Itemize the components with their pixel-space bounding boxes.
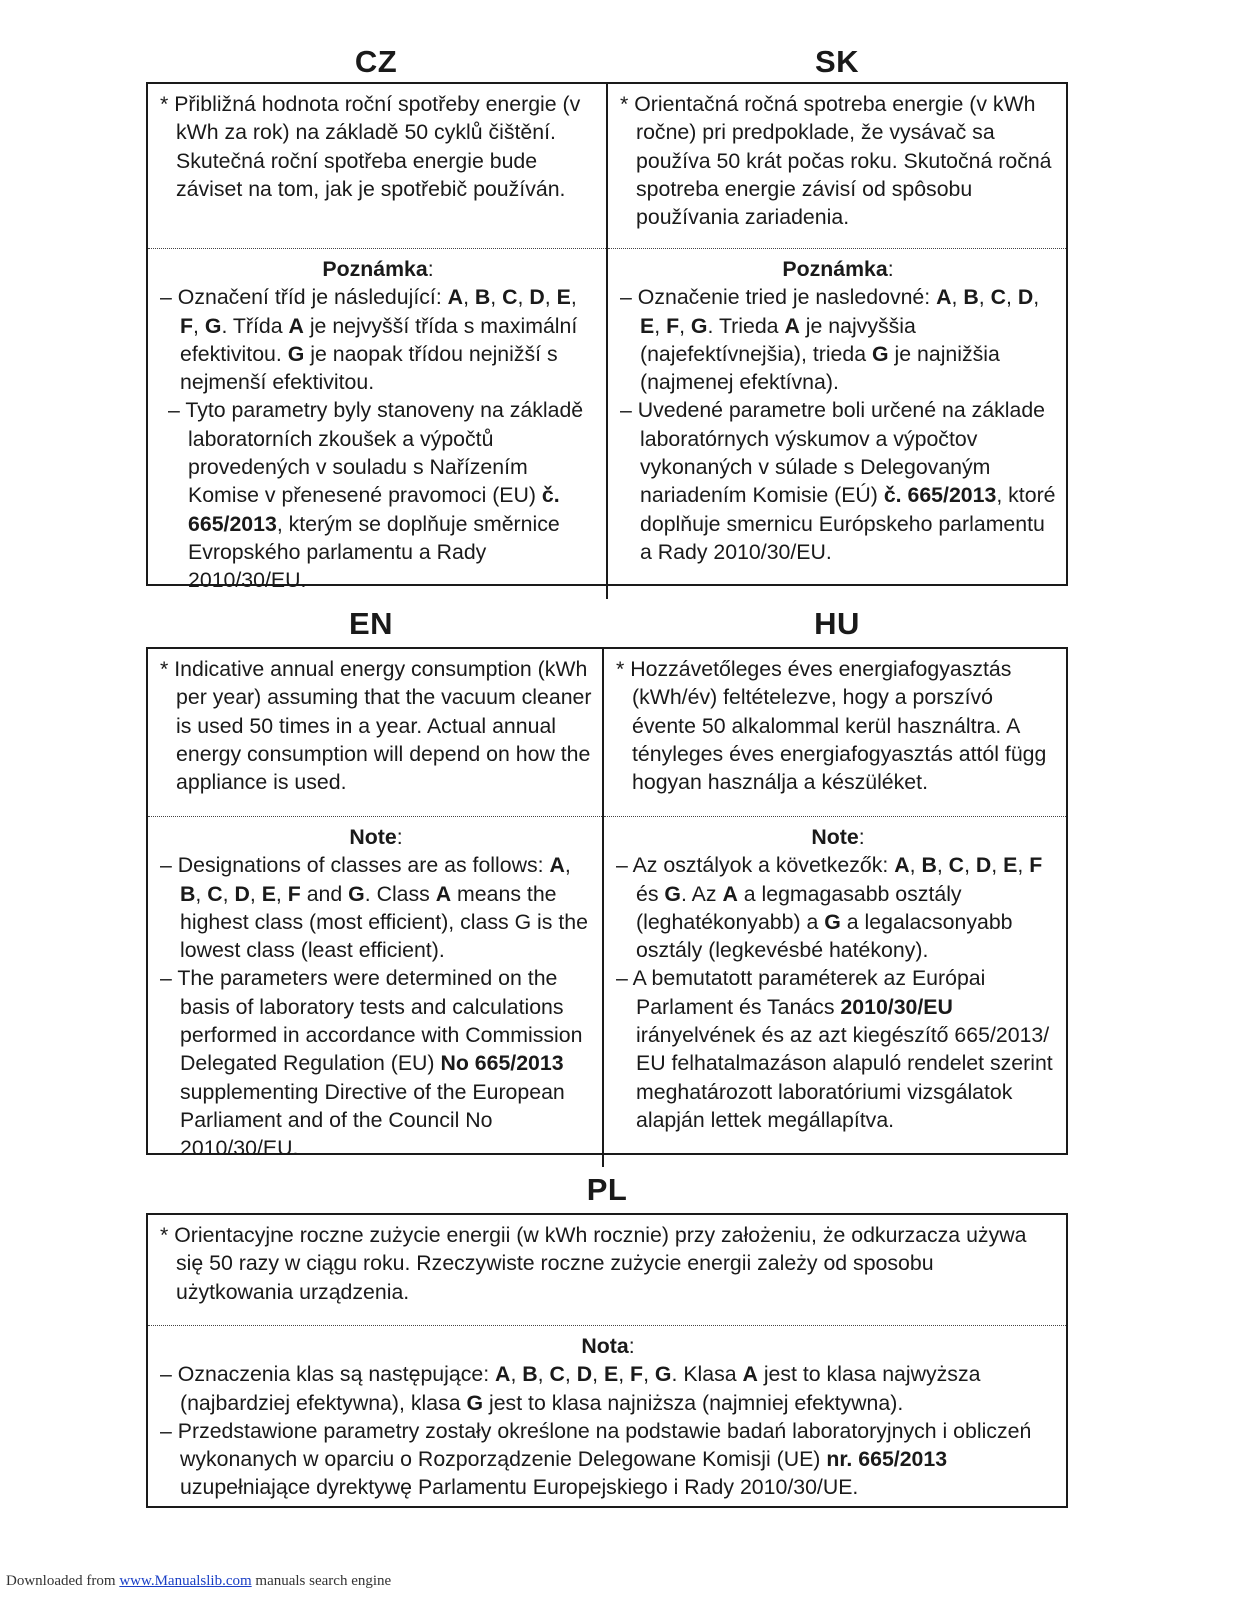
hu-footnote: * Hozzávetőleges éves energiafogyasztás (kWh/év) feltételezve, hogy a porszívó évente 50 alkalommal kerül használtra. A tényleges éves energiafogyasztás attól függ hogyan használja a készüléket. — [616, 657, 1047, 795]
en-note-item-1: – Designations of classes are as follows: A, B, C, D, E, F and G. Class A means the highest class (most efficient), class G is the lowest class (least efficient). — [160, 853, 588, 963]
section-title-hu: HU — [814, 606, 860, 641]
pl-footnote-box — [148, 1215, 1066, 1326]
cz-sk-table — [146, 82, 1068, 593]
section-title-cz: CZ — [354, 44, 398, 79]
en-footnote-box — [148, 649, 602, 817]
en-footnote: * Indicative annual energy consumption (kWh per year) assuming that the vacuum cleaner is used 50 times in a year. Actual annual energy consumption will depend on how the appliance is used. — [160, 657, 592, 795]
hu-note-heading: Note: — [811, 825, 865, 849]
sk-note-item-1: – Označenie tried je nasledovné: A, B, C, D, E, F, G. Trieda A je najvyššia (najefektívnejšia), trieda G je najnižšia (najmenej efektívna). — [620, 285, 1040, 395]
cz-note-box — [148, 249, 606, 599]
footer-suffix: manuals search engine — [251, 1573, 392, 1589]
pl-footnote: * Orientacyjne roczne zużycie energii (w kWh rocznie) przy założeniu, że odkurzacza używa się 50 razy w ciągu roku. Rzeczywiste roczne zużycie energii zależy od sposobu użytkowania urządzenia. — [160, 1223, 1027, 1304]
hu-note-box — [604, 817, 1066, 1138]
sk-column — [608, 84, 1066, 599]
hu-footnote-box — [604, 649, 1066, 817]
en-note-box — [148, 817, 602, 1167]
section-title-pl: PL — [586, 1172, 628, 1207]
sk-footnote: * Orientačná ročná spotreba energie (v kWh ročne) pri predpoklade, že vysávač sa používa 50 krát počas roku. Skutočná ročná spotreba energie závisí od spôsobu používania zariadenia. — [620, 92, 1052, 230]
sk-footnote-box — [608, 84, 1066, 249]
sk-note-heading: Poznámka: — [782, 257, 894, 281]
sk-note-item-2: – Uvedené parametre boli určené na základe laboratórnych výskumov a výpočtov vykonaných v súlade s Delegovaným nariadením Komisie (EÚ) č. 665/2013, ktoré doplňuje smernicu Európskeho parlamentu a Rady 2010/30/EU. — [620, 398, 1056, 564]
sk-note-box — [608, 249, 1066, 570]
download-footer — [6, 1573, 391, 1590]
pl-note-heading: Nota: — [581, 1334, 635, 1358]
en-note-item-2: – The parameters were determined on the basis of laboratory tests and calculations performed in accordance with Commission Delegated Regulation (EU) No 665/2013 supplementing Directive of the European Parliament and of the Council No 2010/30/EU. — [160, 966, 583, 1161]
cz-footnote: * Přibližná hodnota roční spotřeby energie (v kWh za rok) na základě 50 cyklů čištění. Skutečná roční spotřeba energie bude záviset na tom, jak je spotřebič používán. — [160, 92, 581, 201]
pl-table — [146, 1213, 1068, 1508]
en-column — [148, 649, 604, 1167]
cz-note-heading: Poznámka: — [322, 257, 434, 281]
hu-column — [604, 649, 1066, 1167]
pl-note-box — [148, 1326, 1066, 1506]
cz-column — [148, 84, 608, 599]
hu-note-item-1: – Az osztályok a következők: A, B, C, D, E, F és G. Az A a legmagasabb osztály (leghatékonyabb) a G a legalacsonyabb osztály (legkevésbé hatékony). — [616, 853, 1043, 963]
en-hu-table — [146, 647, 1068, 1161]
cz-note-item-1: – Označení tříd je následující: A, B, C, D, E, F, G. Třída A je nejvyšší třída s maximální efektivitou. G je naopak třídou nejnižší s nejmenší efektivitou. — [160, 285, 578, 395]
pl-note-item-1: – Oznaczenia klas są następujące: A, B, C, D, E, F, G. Klasa A jest to klasa najwyższa (najbardziej efektywna), klasa G jest to klasa najniższa (najmniej efektywna). — [160, 1362, 981, 1415]
hu-note-item-2: – A bemutatott paraméterek az Európai Parlament és Tanács 2010/30/EU irányelvének és az azt kiegészítő 665/2013/ EU felhatalmazáson alapuló rendelet szerint meghatározott laboratóriumi vizsgálatok alapján lettek megállapítva. — [616, 966, 1053, 1132]
en-note-heading: Note: — [349, 825, 403, 849]
section-title-sk: SK — [814, 44, 860, 79]
manualslib-link[interactable]: www.Manualslib.com — [119, 1573, 252, 1589]
pl-note-item-2: – Przedstawione parametry zostały określone na podstawie badań laboratoryjnych i obliczeń wykonanych w oparciu o Rozporządzenie Delegowane Komisji (UE) nr. 665/2013 uzupełniające dyrektywę Parlamentu Europejskiego i Rady 2010/30/UE. — [160, 1418, 1032, 1500]
cz-footnote-box — [148, 84, 606, 249]
cz-note-item-2: – Tyto parametry byly stanoveny na základě laboratorních zkoušek a výpočtů provedených v souladu s Nařízením Komise v přenesené pravomoci (EU) č. 665/2013, kterým se doplňuje směrnice Evropského parlamentu a Rady 2010/30/EU. — [168, 398, 584, 593]
section-title-en: EN — [348, 606, 394, 641]
footer-prefix: Downloaded from — [6, 1573, 120, 1589]
